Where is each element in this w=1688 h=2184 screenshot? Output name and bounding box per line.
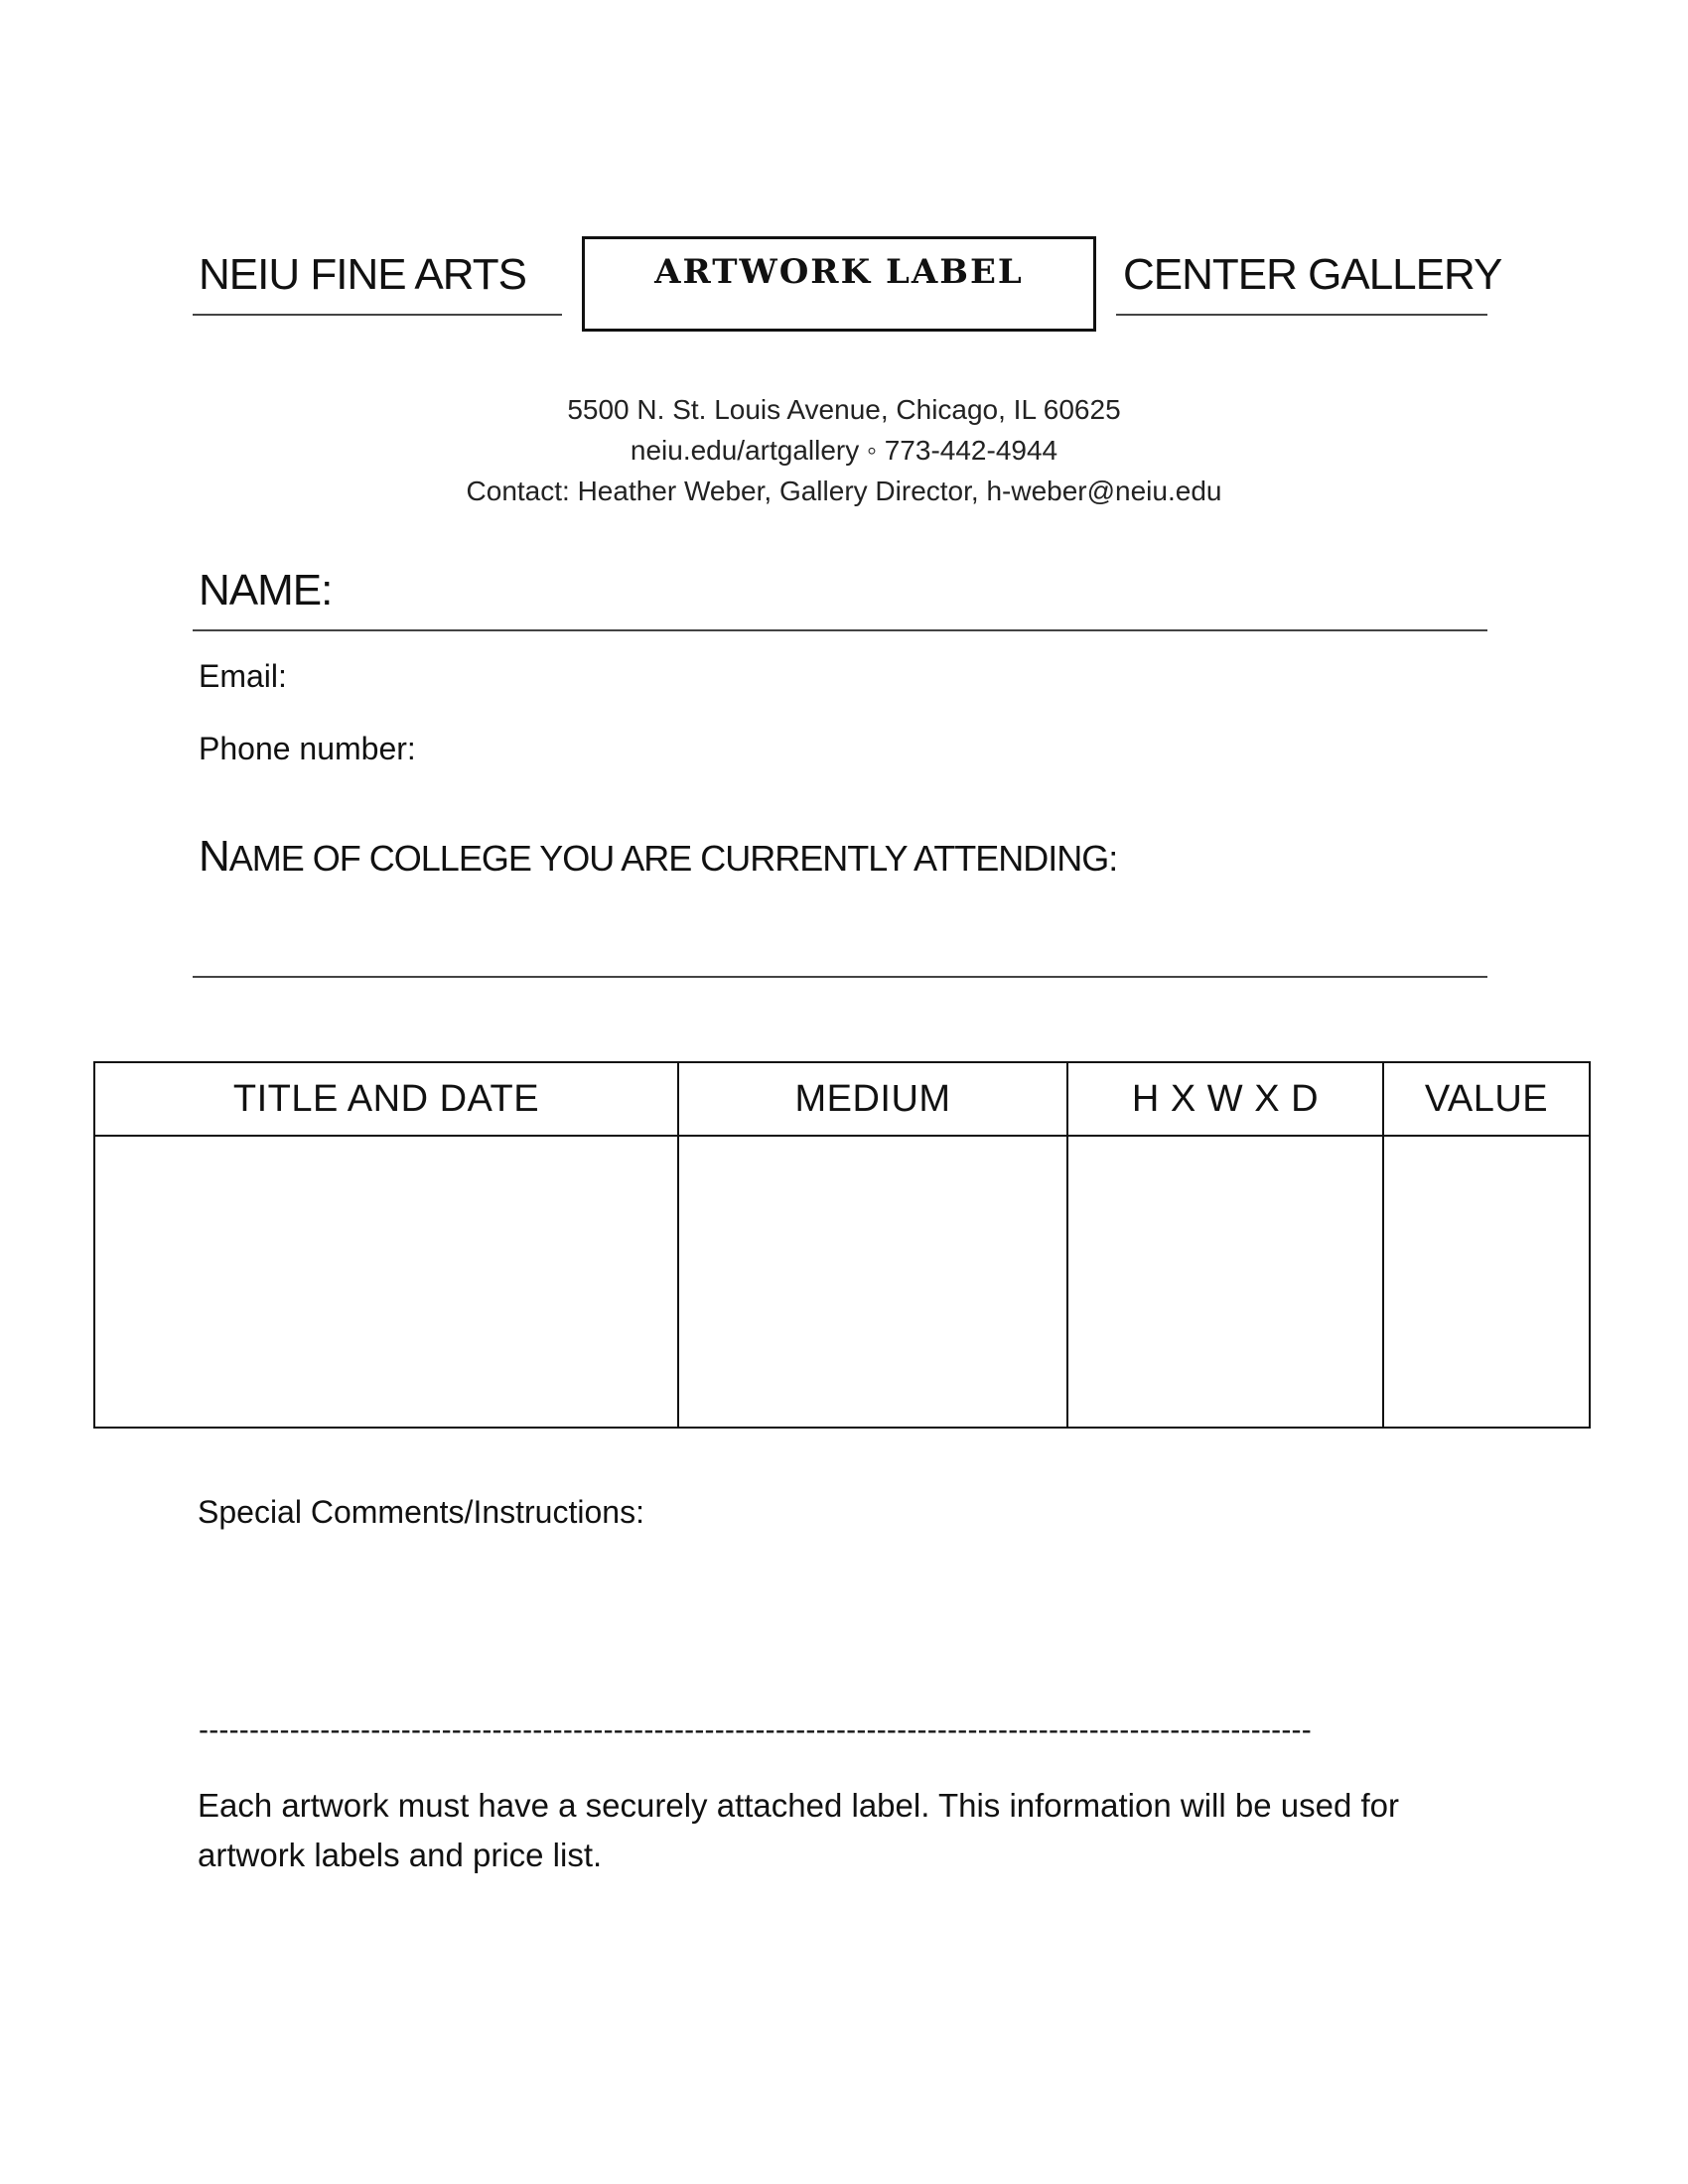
table-row [94,1136,1590,1428]
college-field-line[interactable] [193,976,1487,978]
value-cell[interactable] [1383,1136,1590,1428]
medium-cell[interactable] [678,1136,1067,1428]
college-label-rest: AME OF COLLEGE YOU ARE CURRENTLY ATTENDING: [228,838,1118,879]
name-label: NAME: [199,566,333,614]
dimensions-cell[interactable] [1067,1136,1383,1428]
footer-note: Each artwork must have a securely attached label. This information will be used for artwork labels and price list. [198,1787,1399,1873]
college-label-initial: N [199,832,229,881]
website-phone-line: neiu.edu/artgallery ◦ 773-442-4944 [630,435,1058,466]
header-right-title: CENTER GALLERY [1123,250,1502,299]
table-header-row [94,1062,1590,1136]
comments-label: Special Comments/Instructions: [198,1494,644,1530]
column-header-dimensions: H X W X D [1067,1062,1383,1136]
name-field-line[interactable] [193,629,1487,631]
contact-line: Contact: Heather Weber, Gallery Director, h-weber@neiu.edu [466,476,1222,506]
header-left-rule [193,314,562,316]
header-right-rule [1116,314,1487,316]
column-header-value: VALUE [1383,1062,1590,1136]
column-header-title-date: TITLE AND DATE [94,1062,678,1136]
title-date-cell[interactable] [94,1136,678,1428]
artwork-table [93,1061,1591,1429]
artwork-label-box [582,236,1096,332]
college-label [199,832,1117,882]
header-left-title: NEIU FINE ARTS [199,250,526,299]
column-header-medium: MEDIUM [678,1062,1067,1136]
cut-line-divider: -------------------------------------------------------------------------------------------------------------- [199,1713,1312,1746]
artwork-label-title: ARTWORK LABEL [654,252,1024,292]
address-line: 5500 N. St. Louis Avenue, Chicago, IL 60625 [567,394,1121,425]
phone-label: Phone number: [199,731,416,766]
email-label: Email: [199,658,287,694]
